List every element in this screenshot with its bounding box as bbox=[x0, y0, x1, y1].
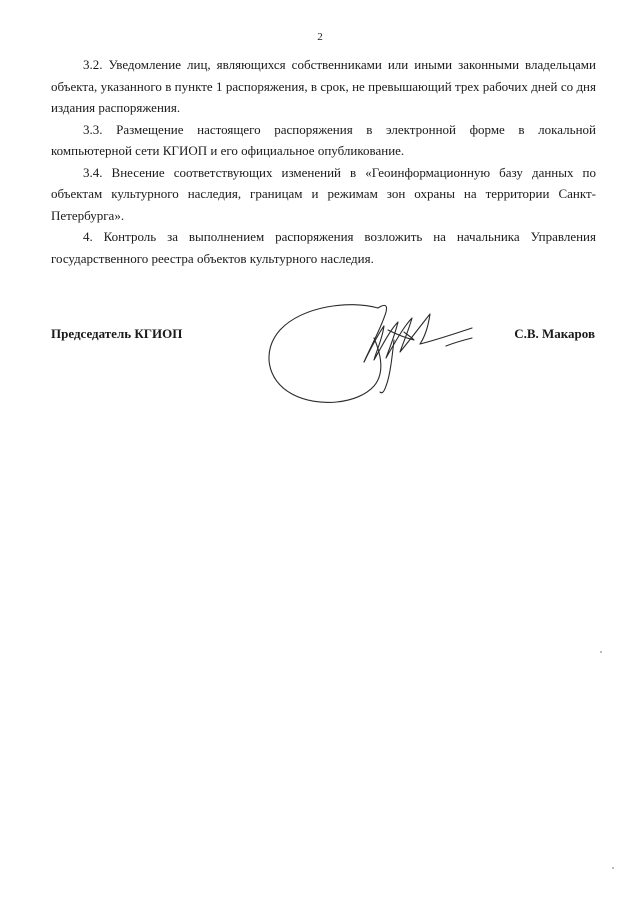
handwritten-signature bbox=[260, 300, 490, 410]
scan-speck bbox=[612, 867, 614, 869]
page-number: 2 bbox=[317, 31, 323, 43]
signature-block bbox=[0, 300, 640, 410]
scan-speck bbox=[600, 651, 602, 653]
paragraph-3-4: 3.4. Внесение соответствующих изменений в «Геоинформационную базу данных по объектам культурного наследия, границам и режимам зон охраны на территории Санкт-Петербурга». bbox=[51, 164, 596, 223]
document-body bbox=[51, 54, 596, 269]
signer-title: Председатель КГИОП bbox=[51, 326, 183, 341]
paragraph-4: 4. Контроль за выполнением распоряжения возложить на начальника Управления государственного реестра объектов культурного наследия. bbox=[51, 229, 596, 266]
signer-name: С.В. Макаров bbox=[514, 326, 595, 341]
paragraph-3-3: 3.3. Размещение настоящего распоряжения в электронной форме в локальной компьютерной сети КГИОП и его официальное опубликование. bbox=[51, 121, 596, 158]
paragraph-3-2: 3.2. Уведомление лиц, являющихся собственниками или иными законными владельцами объекта, указанного в пункте 1 распоряжения, в срок, не превышающий трех рабочих дней со дня издания распоряжения. bbox=[51, 57, 596, 115]
